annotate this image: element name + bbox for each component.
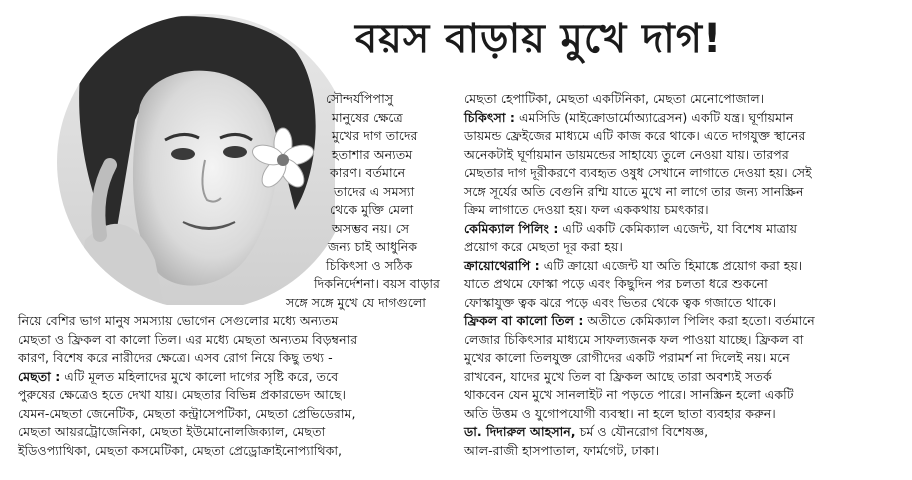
portrait-photo xyxy=(45,10,335,305)
body-line: প্রয়োগ করে মেছতা দূর করা হয়। xyxy=(464,239,623,254)
body-line: চিকিৎসা : এমসিডি (মাইক্রোডার্মোঅ্যাব্রেসন) একটি যন্ত্র। ঘূর্ণায়মান xyxy=(464,109,794,125)
wrap-line: দিকনির্দেশনা। বয়স বাড়ার xyxy=(314,276,440,291)
body-line: মেছতা হেপাটিকা, মেছতা একটিনিকা, মেছতা মেনোপোজাল। xyxy=(464,91,765,106)
wrap-line: জন্য চাই আধুনিক xyxy=(328,239,418,254)
wrap-line: চিকিৎসা ও সঠিক xyxy=(326,257,413,273)
body-line: ফোস্কাযুক্ত ত্বক ঝরে পড়ে এবং ভিতর থেকে ত্বক গজাতে থাকে। xyxy=(464,294,777,310)
wrap-line: হতাশার অন্যতম xyxy=(332,146,413,162)
body-line: মেছতা আয়রট্রোজেনিকা, মেছতা ইউমোনোলজিক্যাল, মেছতা xyxy=(18,424,326,439)
body-line: মেছতা ও ফ্রিকল বা কালো তিল। এর মধ্যে মেছতা অন্যতম বিড়ম্বনার xyxy=(18,331,358,347)
bottom-text-column xyxy=(18,312,357,460)
wrap-text-column xyxy=(286,90,440,312)
body-line: কেমিক্যাল পিলিং : এটি একটি কেমিক্যাল এজেন্ট, যা বিশেষ মাত্রায় xyxy=(464,220,798,236)
wrap-line: তাদের এ সমস্যা xyxy=(334,183,415,199)
body-line: মুখের কালো তিলযুক্ত রোগীদের একটি পরামর্শ না দিলেই নয়। মনে xyxy=(464,350,790,365)
wrap-line: মানুষের ক্ষেত্রে xyxy=(332,109,403,125)
body-line: ডায়মন্ড ফ্রেইজের মাধ্যমে এটি কাজ করে থাকে। এতে দাগযুক্ত স্থানের xyxy=(464,128,806,143)
body-line: যেমন-মেছতা জেনেটিক, মেছতা কন্ট্রাসেপটিকা, মেছতা প্রেভিডেরাম, xyxy=(18,405,356,421)
body-line: সঙ্গে সূর্যের অতি বেগুনি রশ্মি যাতে মুখে না লাগে তার জন্য সানস্ক্রিন xyxy=(464,183,804,199)
author-line: ডা. দিদারুল আহসান, চর্ম ও যৌনরোগ বিশেষজ্ঞ, xyxy=(464,424,709,439)
body-line: পুরুষের ক্ষেত্রেও হতে দেখা যায়। মেছতার বিভিন্ন প্রকারভেদ আছে। xyxy=(18,387,346,402)
article-title: বয়স বাড়ায় মুখে দাগ! xyxy=(355,16,723,62)
body-line: ইডিওপ্যাথিকা, মেছতা কসমেটিকা, মেছতা প্রেড্রোক্রাইনোপ্যাথিকা, xyxy=(18,442,343,458)
body-line: রাখবেন, যাদের মুখে তিল বা ফ্রিকল আছে তারা অবশ্যই সতর্ক xyxy=(464,368,772,384)
author-affiliation: আল-রাজী হাসপাতাল, ফার্মগেট, ঢাকা। xyxy=(464,442,660,458)
body-line: ক্রায়োথেরাপি : এটি ক্রায়ো এজেন্ট যা অতি হিমাঙ্কে প্রয়োগ করা হয়। xyxy=(464,257,803,273)
wrap-line: মুখের দাগ তাদের xyxy=(332,128,418,143)
body-line: কারণ, বিশেষ করে নারীদের ক্ষেত্রে। এসব রোগ নিয়ে কিছু তথ্য - xyxy=(18,350,333,365)
body-line: নিয়ে বেশির ভাগ মানুষ সমস্যায় ভোগেন সেগুলোর মধ্যে অন্যতম xyxy=(18,313,339,328)
wrap-line: অসম্ভব নয়। সে xyxy=(332,220,410,236)
body-line: অতি উত্তম ও যুগোপযোগী ব্যবস্থা। না হলে ছাতা ব্যবহার করুন। xyxy=(464,405,776,421)
body-line: অনেকটাই ঘূর্ণায়মান ডায়মন্ডের সাহায্যে তুলে নেওয়া যায়। তারপর xyxy=(464,146,789,162)
body-line: যাতে প্রথমে ফোস্কা পড়ে এবং কিছুদিন পর চলতা ধরে শুকনো xyxy=(464,276,768,291)
wrap-line: সৌন্দর্যপিপাসু xyxy=(326,91,394,106)
wrap-line: সঙ্গে সঙ্গে মুখে যে দাগগুলো xyxy=(286,294,426,310)
body-line: ক্রিম লাগাতে দেওয়া হয়। ফল এককথায় চমৎকার। xyxy=(464,202,709,217)
wrap-line: থেকে মুক্তি মেলা xyxy=(330,202,414,217)
body-line: ফ্রিকল বা কালো তিল : অতীতে কেমিক্যাল পিলিং করা হতো। বর্তমানে xyxy=(464,313,815,328)
body-line: মেছতার দাগ দূরীকরণে ব্যবহৃত ওষুধ সেখানে লাগাতে দেওয়া হয়। সেই xyxy=(464,165,812,180)
body-line: মেছতা : এটি মূলত মহিলাদের মুখে কালো দাগের সৃষ্টি করে, তবে xyxy=(18,368,339,384)
body-line: থাকবেন যেন মুখে সানলাইট না পড়তে পারে। সানস্ক্রিন হলো একটি xyxy=(464,387,794,402)
right-text-column xyxy=(464,90,815,460)
body-line: লেজার চিকিৎসার মাধ্যমে সাফল্যজনক ফল পাওয়া যাচ্ছে। ফ্রিকল বা xyxy=(464,331,804,347)
wrap-line: কারণ। বর্তমানে xyxy=(330,165,406,180)
